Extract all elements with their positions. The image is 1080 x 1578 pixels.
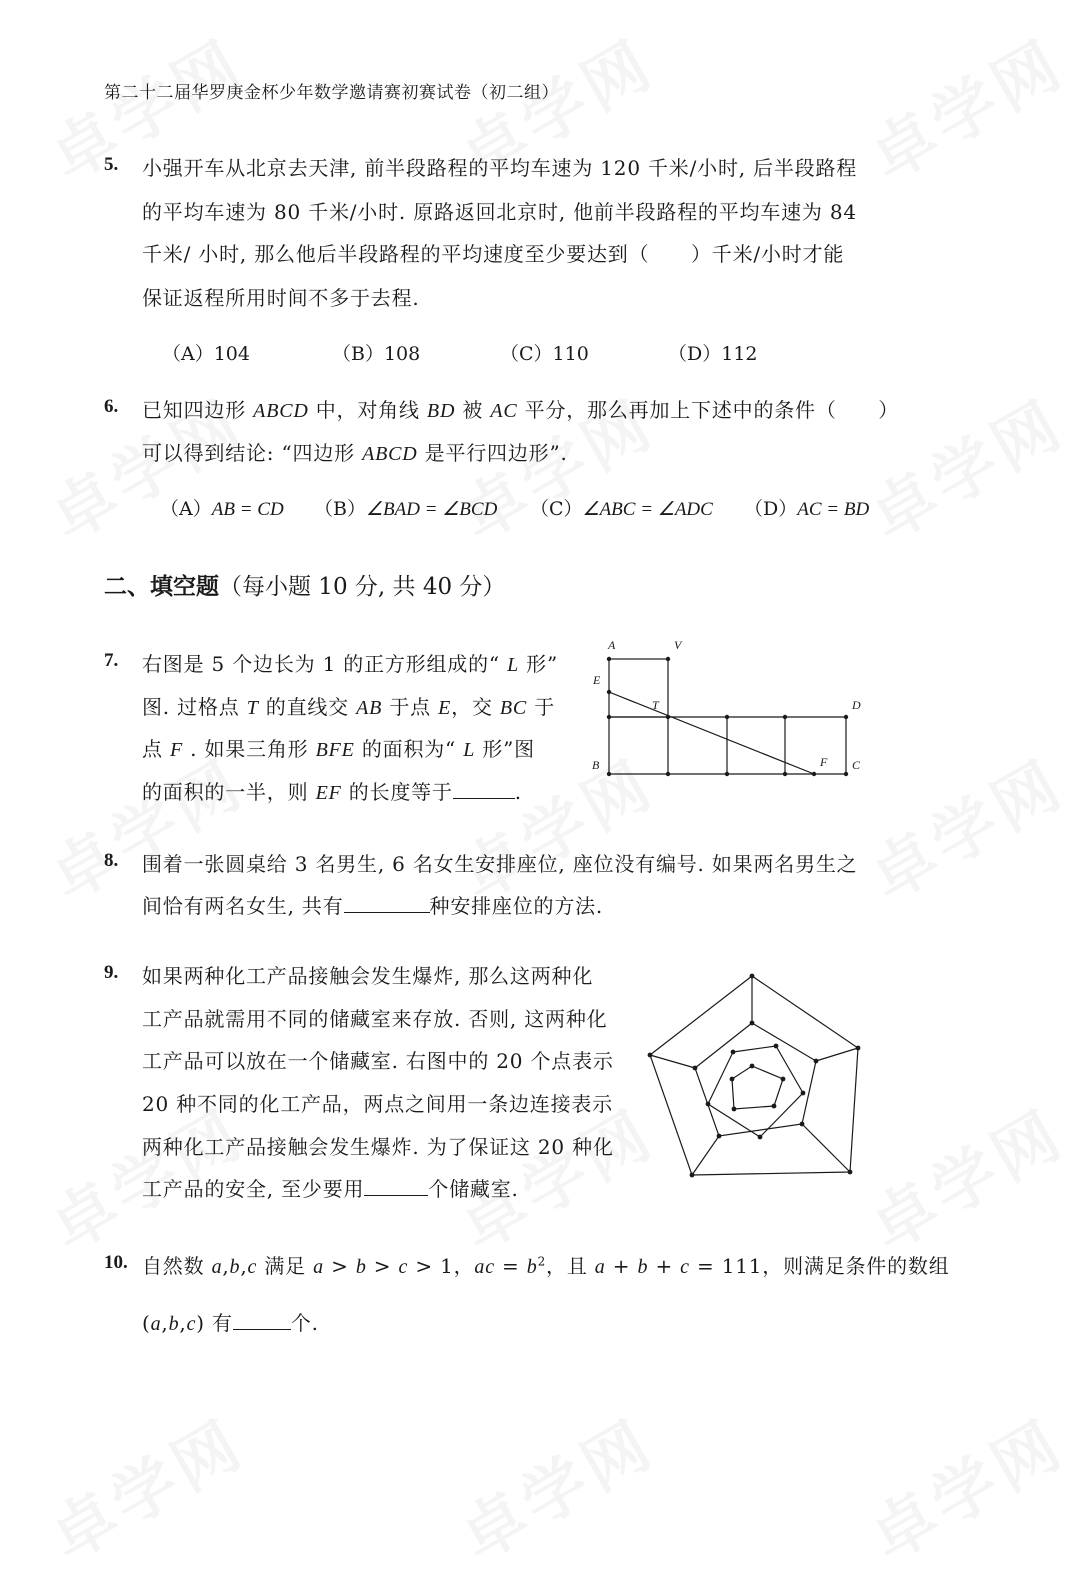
math-var: L <box>463 739 476 761</box>
watermark <box>851 1394 1079 1578</box>
exponent: 2 <box>537 1254 547 1269</box>
dodecahedron-graph-figure <box>640 965 870 1180</box>
graph-vertex <box>648 1053 653 1058</box>
grid-point <box>607 690 611 694</box>
watermark <box>851 734 1079 919</box>
answer-blank[interactable] <box>453 778 515 799</box>
text: 可以得到结论: “四边形 <box>142 441 363 465</box>
option-a <box>160 494 284 521</box>
grid-square <box>609 659 668 717</box>
grid-point <box>666 772 670 776</box>
option-label: （C） <box>530 498 583 520</box>
text: 右图是 5 个边长为 1 的正方形组成的“ <box>142 652 508 676</box>
question-text-line <box>142 890 603 919</box>
question-text-line: 保证返程所用时间不多于去程. <box>142 286 420 310</box>
question-text-line: 如果两种化工产品接触会发生爆炸, 那么这两种化 <box>142 964 594 988</box>
text: 被 <box>455 398 491 422</box>
text: 个. <box>290 1311 319 1335</box>
text: 满足 <box>257 1254 314 1278</box>
option-c: （C）110 <box>500 343 589 365</box>
question-text-line: 工产品就需用不同的储藏室来存放. 否则, 这两种化 <box>142 1007 608 1031</box>
text: 的面积的一半，则 <box>142 780 316 804</box>
text: 形” <box>519 652 558 676</box>
text: 于点 <box>382 695 439 719</box>
watermark <box>441 1394 669 1578</box>
graph-edge <box>692 1136 719 1175</box>
question-text-line <box>142 437 568 466</box>
grid-point <box>812 772 816 776</box>
text: ) 有 <box>196 1311 233 1335</box>
point-label-e: E <box>593 673 601 687</box>
graph-vertex <box>717 1134 722 1139</box>
grid-point <box>666 715 670 719</box>
math-var: L <box>507 654 519 676</box>
graph-vertex <box>750 1064 755 1069</box>
inner-pentagon <box>732 1066 783 1109</box>
middle-ring-inner <box>708 1046 803 1137</box>
question-text-line <box>142 648 558 677</box>
question-text-line <box>142 1250 950 1279</box>
grid-point <box>725 772 729 776</box>
point-label-f: F <box>820 755 828 769</box>
l-shape-figure <box>580 632 880 782</box>
question-text-line <box>142 776 522 805</box>
text: = 111，则满足条件的数组 <box>689 1254 950 1278</box>
option-d: （D）112 <box>668 343 758 365</box>
math-var: ac <box>474 1256 495 1278</box>
grid-point <box>607 715 611 719</box>
outer-pentagon <box>650 976 858 1175</box>
math-var: b <box>168 1313 180 1335</box>
graph-vertex <box>856 1046 861 1051</box>
graph-vertex <box>732 1107 737 1112</box>
question-number: 9. <box>104 962 119 983</box>
math-var: a <box>313 1256 324 1278</box>
grid-point <box>783 715 787 719</box>
math-var: F <box>169 739 183 761</box>
answer-blank[interactable] <box>364 1175 428 1196</box>
answer-blank[interactable] <box>233 1309 291 1330</box>
option-label: （A） <box>160 498 212 520</box>
text: 于 <box>527 695 556 719</box>
grid-point <box>844 715 848 719</box>
text: 平分，那么再加上下述中的条件（ ） <box>517 398 900 422</box>
graph-edge <box>816 1048 858 1061</box>
math-var: c <box>680 1256 690 1278</box>
graph-vertex <box>730 1077 735 1082</box>
question-number: 8. <box>104 850 119 871</box>
text: 种安排座位的方法. <box>429 894 604 918</box>
graph-edge <box>802 1124 850 1172</box>
text: . <box>514 780 522 804</box>
option-expr: ∠ABC = ∠ADC <box>582 499 713 520</box>
math-var: a <box>211 1256 223 1278</box>
grid-point <box>783 772 787 776</box>
graph-vertex <box>814 1059 819 1064</box>
math-var: BC <box>499 697 528 719</box>
graph-vertex <box>781 1077 786 1082</box>
graph-vertex <box>690 1173 695 1178</box>
text: > 1， <box>408 1254 475 1278</box>
graph-vertex <box>758 1135 763 1140</box>
section-note: （每小题 10 分, 共 40 分） <box>219 574 506 600</box>
graph-vertex <box>731 1050 736 1055</box>
option-label: （B） <box>314 498 366 520</box>
question-text-line <box>142 394 899 423</box>
option-label: （D） <box>744 498 798 520</box>
text: + <box>605 1254 638 1278</box>
graph-vertex <box>848 1170 853 1175</box>
point-label-c: C <box>852 758 861 772</box>
question-text-line <box>142 733 535 762</box>
text: 已知四边形 <box>142 398 254 422</box>
text: 点 <box>142 737 170 761</box>
option-expr: AC = BD <box>797 499 870 520</box>
point-label-a: A <box>608 638 616 652</box>
math-var: b <box>526 1256 538 1278</box>
math-var: BD <box>426 400 456 422</box>
graph-vertex <box>750 974 755 979</box>
question-text-line <box>142 1307 319 1336</box>
point-label-d: D <box>852 698 861 712</box>
watermark <box>851 14 1079 199</box>
question-text-line: 小强开车从北京去天津, 前半段路程的平均车速为 120 千米/小时, 后半段路程 <box>142 156 858 180</box>
text: 是平行四边形”. <box>417 441 568 465</box>
text: 的直线交 <box>258 695 357 719</box>
text: 工产品的安全, 至少要用 <box>142 1177 365 1201</box>
text: ( <box>142 1311 151 1335</box>
point-label-v: V <box>674 638 682 652</box>
question-text-line: 两种化工产品接触会发生爆炸. 为了保证这 20 种化 <box>142 1135 614 1159</box>
question-text-line: 工产品可以放在一个储藏室. 右图中的 20 个点表示 <box>142 1049 614 1073</box>
text: ，且 <box>546 1254 595 1278</box>
math-var: EF <box>315 782 342 804</box>
point-label-t: T <box>652 698 659 712</box>
question-number: 10. <box>104 1252 128 1273</box>
graph-vertex <box>774 1044 779 1049</box>
option-expr: ∠BAD = ∠BCD <box>365 499 498 520</box>
watermark <box>31 1394 259 1578</box>
text: = <box>494 1254 527 1278</box>
graph-vertex <box>772 1104 777 1109</box>
graph-vertex <box>693 1066 698 1071</box>
text: 自然数 <box>142 1254 212 1278</box>
option-b: （B）108 <box>332 343 421 365</box>
math-var: b <box>229 1256 241 1278</box>
text: 图. 过格点 <box>142 695 247 719</box>
watermark <box>851 1084 1079 1269</box>
text: > <box>366 1254 399 1278</box>
question-number: 6. <box>104 396 119 417</box>
text: 的长度等于 <box>341 780 453 804</box>
question-text-line: 千米/ 小时, 那么他后半段路程的平均速度至少要达到（ ）千米/小时才能 <box>142 242 845 266</box>
line-ef <box>609 692 814 774</box>
graph-vertex <box>801 1091 806 1096</box>
text: , <box>240 1254 248 1278</box>
question-text-line <box>142 691 555 720</box>
section-heading: 二、填空题 <box>104 573 219 600</box>
graph-vertex <box>800 1122 805 1127</box>
section-title <box>104 568 505 601</box>
math-var: b <box>355 1256 367 1278</box>
text: , <box>222 1254 230 1278</box>
question-text-line: 20 种不同的化工产品，两点之间用一条边连接表示 <box>142 1092 614 1116</box>
question-text-line: 的平均车速为 80 千米/小时. 原路返回北京时, 他前半段路程的平均车速为 84 <box>142 200 857 224</box>
grid-point <box>607 772 611 776</box>
middle-ring <box>695 1023 816 1136</box>
math-var: a <box>594 1256 606 1278</box>
math-var: c <box>247 1256 258 1278</box>
text: + <box>648 1254 681 1278</box>
text: 形”图 <box>475 737 535 761</box>
math-var: c <box>398 1256 409 1278</box>
math-var: AB <box>356 697 383 719</box>
option-d <box>744 494 869 521</box>
grid-point <box>844 772 848 776</box>
math-var: ABCD <box>362 443 418 465</box>
answer-blank[interactable] <box>344 892 430 913</box>
graph-vertex <box>750 1021 755 1026</box>
math-var: E <box>438 697 452 719</box>
question-text-line <box>142 1173 519 1202</box>
text: > <box>323 1254 356 1278</box>
text: ，交 <box>451 695 500 719</box>
math-var: a <box>150 1313 162 1335</box>
question-number: 7. <box>104 650 119 671</box>
option-c <box>530 494 713 521</box>
math-var: ABCD <box>253 400 309 422</box>
math-var: c <box>186 1313 197 1335</box>
text: . 如果三角形 <box>183 737 316 761</box>
text: , <box>161 1311 169 1335</box>
point-label-b: B <box>592 758 600 772</box>
grid-point <box>607 657 611 661</box>
option-b <box>314 494 497 521</box>
text: 个储藏室. <box>428 1177 519 1201</box>
text: 的面积为“ <box>354 737 464 761</box>
page-header: 第二十二届华罗庚金杯少年数学邀请赛初赛试卷（初二组） <box>104 83 559 103</box>
grid-point <box>666 657 670 661</box>
math-var: BFE <box>315 739 355 761</box>
grid-point <box>725 715 729 719</box>
text: 中，对角线 <box>308 398 427 422</box>
option-a: （A）104 <box>162 343 250 365</box>
math-var: b <box>637 1256 649 1278</box>
math-var: T <box>246 697 259 719</box>
math-var: AC <box>490 400 518 422</box>
graph-vertex <box>706 1102 711 1107</box>
option-expr: AB = CD <box>211 499 284 520</box>
question-number: 5. <box>104 154 119 175</box>
graph-edge <box>650 1055 695 1068</box>
text: 间恰有两名女生, 共有 <box>142 894 344 918</box>
text: , <box>179 1311 187 1335</box>
question-text-line: 围着一张圆桌给 3 名男生, 6 名女生安排座位, 座位没有编号. 如果两名男生之 <box>142 852 858 876</box>
